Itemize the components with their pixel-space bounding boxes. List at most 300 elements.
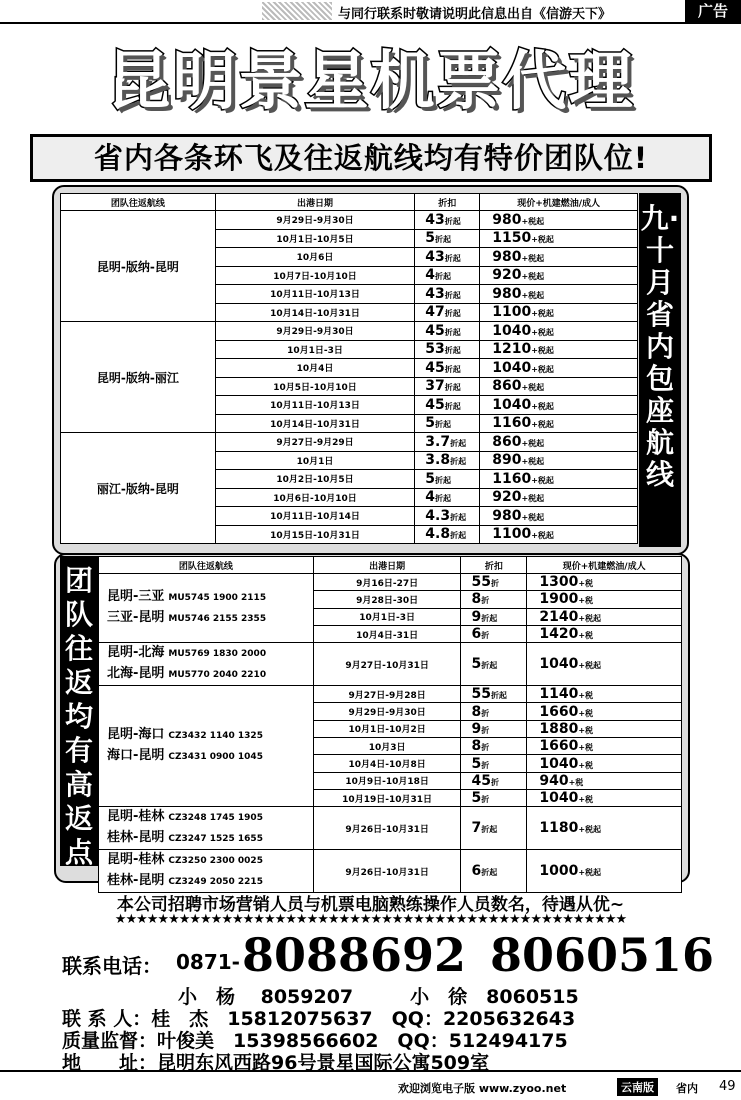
- col-header: 出港日期: [215, 194, 415, 211]
- discount-cell-value: 43: [425, 285, 445, 302]
- discount-cell: [415, 396, 480, 415]
- price-cell: [480, 488, 638, 507]
- price-cell-value: 980: [492, 248, 522, 265]
- price-cell-value: 1180: [539, 820, 579, 837]
- phone-number-1: 8088692: [242, 928, 467, 982]
- date-cell: 10月14日-10月31日: [215, 414, 415, 433]
- price-cell: [527, 591, 682, 608]
- discount-cell-unit: 折起: [435, 475, 452, 485]
- date-cell: 9月28日-30日: [313, 591, 461, 608]
- table-row: [99, 686, 682, 703]
- price-cell-value: 1000: [539, 863, 579, 880]
- route-name: 桂林-昆明: [107, 873, 165, 889]
- route-line: [107, 587, 313, 608]
- price-cell-value: 2140: [539, 608, 579, 625]
- route-cell: 昆明-版纳-丽江: [61, 322, 216, 433]
- route-line: [107, 608, 313, 629]
- date-cell: 9月27日-10月31日: [313, 643, 461, 686]
- price-cell: [480, 507, 638, 526]
- route-line: [107, 850, 313, 871]
- route-name: 海口-昆明: [107, 748, 165, 764]
- price-cell: [480, 359, 638, 378]
- route-name: 昆明-海口: [107, 727, 165, 743]
- price-cell-unit: +税起: [531, 346, 554, 356]
- discount-cell-unit: 折起: [435, 420, 452, 430]
- discount-cell: [415, 433, 480, 452]
- date-cell: 10月9日-10月18日: [313, 772, 461, 789]
- price-cell: [480, 340, 638, 359]
- date-cell: 9月16日-27日: [313, 574, 461, 591]
- price-cell-unit: +税起: [531, 401, 554, 411]
- date-cell: 10月1日-3日: [313, 608, 461, 625]
- price-cell-unit: +税起: [521, 253, 545, 263]
- price-cell-value: 860: [492, 378, 522, 395]
- price-cell-value: 980: [492, 507, 522, 524]
- discount-cell: [461, 686, 527, 703]
- date-cell: 10月1日: [215, 451, 415, 470]
- footer-section: 省内: [676, 1082, 698, 1095]
- date-cell: 9月27日-9月28日: [313, 686, 461, 703]
- discount-cell: [415, 377, 480, 396]
- price-cell-value: 920: [492, 267, 522, 284]
- discount-cell-unit: 折: [490, 777, 499, 787]
- discount-cell-value: 5: [471, 790, 482, 807]
- vertical-label-domestic: 九·十月省内包座航线: [639, 193, 681, 547]
- date-cell: 10月4日-10月8日: [313, 755, 461, 772]
- price-cell-unit: +税起: [578, 661, 602, 671]
- price-cell-value: 1040: [539, 790, 579, 807]
- col-header: 出港日期: [313, 557, 461, 574]
- discount-cell-value: 6: [471, 626, 482, 643]
- price-cell: [527, 738, 682, 755]
- flight-info: CZ3248 1745 1905: [168, 813, 263, 824]
- discount-cell-unit: 折起: [481, 613, 498, 623]
- price-cell-value: 1100: [492, 304, 532, 321]
- col-header: 现价+机建燃油/成人: [480, 194, 638, 211]
- price-cell-unit: +税起: [521, 290, 545, 300]
- discount-cell: [415, 266, 480, 285]
- date-cell: 10月7日-10月10日: [215, 266, 415, 285]
- discount-cell-unit: 折: [481, 760, 490, 770]
- discount-cell-value: 8: [471, 703, 482, 720]
- price-cell: [527, 703, 682, 720]
- price-cell-value: 1040: [492, 359, 532, 376]
- route-line: [107, 725, 313, 746]
- discount-cell-value: 3.7: [425, 433, 451, 450]
- discount-cell: [461, 703, 527, 720]
- route-cell: [99, 850, 314, 893]
- discount-cell-unit: 折: [481, 596, 490, 606]
- flight-info: CZ3431 0900 1045: [168, 752, 263, 763]
- discount-cell: [461, 608, 527, 625]
- price-cell-unit: +税: [578, 691, 594, 701]
- route-cell: 昆明-版纳-昆明: [61, 211, 216, 322]
- price-cell-value: 890: [492, 452, 522, 469]
- price-cell-unit: +税: [578, 795, 594, 805]
- discount-cell-unit: 折起: [444, 383, 461, 393]
- discount-cell-value: 4: [425, 267, 436, 284]
- col-header: 团队往返航线: [99, 557, 314, 574]
- price-cell-unit: +税起: [521, 457, 545, 467]
- area-code: 0871-: [176, 950, 240, 974]
- price-cell-value: 1100: [492, 526, 532, 543]
- route-line: [107, 807, 313, 828]
- page-title: 昆明景星机票代理: [106, 44, 635, 119]
- date-cell: 10月11日-10月14日: [215, 507, 415, 526]
- discount-cell: [461, 574, 527, 591]
- phone-label: 联系电话：: [62, 954, 162, 978]
- discount-cell-unit: 折起: [435, 494, 452, 504]
- price-cell-unit: +税起: [531, 475, 554, 485]
- price-cell: [527, 720, 682, 737]
- discount-cell-value: 43: [425, 211, 445, 228]
- discount-cell-value: 7: [471, 820, 482, 837]
- date-cell: 10月11日-10月13日: [215, 285, 415, 304]
- route-name: 昆明-桂林: [107, 852, 165, 868]
- discount-cell-value: 47: [425, 304, 445, 321]
- date-cell: 9月26日-10月31日: [313, 850, 461, 893]
- price-cell: [480, 211, 638, 230]
- route-line: [107, 746, 313, 767]
- price-cell-value: 1210: [492, 341, 532, 358]
- route-cell: [99, 807, 314, 850]
- price-cell-unit: +税起: [531, 309, 554, 319]
- discount-cell-value: 5: [471, 656, 482, 673]
- price-cell-unit: +税起: [531, 420, 554, 430]
- discount-cell: [461, 807, 527, 850]
- flight-info: CZ3432 1140 1325: [168, 731, 263, 742]
- discount-cell-unit: 折起: [444, 327, 461, 337]
- contact-line: 小 杨 8059207 小 徐 8060515: [178, 986, 579, 1008]
- page-number: 49: [719, 1079, 736, 1094]
- route-cell: [99, 574, 314, 643]
- return-table: [98, 556, 682, 893]
- price-cell: [480, 414, 638, 433]
- date-cell: 9月29日-9月30日: [215, 211, 415, 230]
- date-cell: 10月1日-3日: [215, 340, 415, 359]
- date-cell: 9月29日-9月30日: [215, 322, 415, 341]
- dot-pattern: [262, 2, 332, 20]
- discount-cell: [415, 525, 480, 544]
- discount-cell: [461, 720, 527, 737]
- price-cell-value: 860: [492, 433, 522, 450]
- price-cell: [480, 525, 638, 544]
- table-row: [99, 643, 682, 686]
- price-cell-unit: +税: [578, 579, 594, 589]
- col-header: 折扣: [415, 194, 480, 211]
- date-cell: 10月11日-10月13日: [215, 396, 415, 415]
- discount-cell-unit: 折起: [444, 290, 461, 300]
- discount-cell-value: 4.8: [425, 526, 451, 543]
- route-name: 桂林-昆明: [107, 830, 165, 846]
- domestic-table: [60, 193, 638, 544]
- footer: [0, 1070, 741, 1100]
- price-cell-value: 1420: [539, 626, 579, 643]
- price-cell-value: 1140: [539, 686, 579, 703]
- discount-cell-unit: 折: [481, 708, 490, 718]
- date-cell: 10月15日-10月31日: [215, 525, 415, 544]
- discount-cell: [415, 488, 480, 507]
- flight-info: CZ3250 2300 0025: [168, 856, 263, 867]
- price-cell-unit: +税起: [521, 512, 545, 522]
- date-cell: 10月6日: [215, 248, 415, 267]
- discount-cell: [461, 738, 527, 755]
- discount-cell-value: 37: [425, 378, 445, 395]
- table-row: [99, 807, 682, 850]
- price-cell: [480, 396, 638, 415]
- discount-cell: [415, 229, 480, 248]
- price-cell-unit: +税: [578, 708, 594, 718]
- col-header: 折扣: [461, 557, 527, 574]
- discount-cell-unit: 折起: [450, 438, 467, 448]
- star-divider: ★★★★★★★★★★★★★★★★★★★★★★★★★★★★★★★★★★★★★★★★★★★★★★★★: [114, 912, 627, 927]
- discount-cell-unit: 折: [481, 631, 490, 641]
- date-cell: 10月6日-10月10日: [215, 488, 415, 507]
- flight-info: CZ3247 1525 1655: [168, 834, 263, 845]
- price-cell-unit: +税起: [521, 272, 545, 282]
- discount-cell-unit: 折起: [444, 364, 461, 374]
- route-name: 三亚-昆明: [107, 610, 165, 626]
- price-cell: [480, 377, 638, 396]
- flight-info: CZ3249 2050 2215: [168, 877, 263, 888]
- discount-cell: [415, 285, 480, 304]
- date-cell: 9月26日-10月31日: [313, 807, 461, 850]
- recruit-notice: 本公司招聘市场营销人员与机票电脑熟练操作人员数名，待遇从优~: [116, 895, 625, 915]
- date-cell: 10月4日: [215, 359, 415, 378]
- table-row: [61, 322, 638, 341]
- route-cell: [99, 686, 314, 807]
- price-cell: [527, 850, 682, 893]
- discount-cell-value: 53: [425, 341, 445, 358]
- table-row: [61, 433, 638, 452]
- discount-cell: [461, 755, 527, 772]
- price-cell-value: 1040: [492, 396, 532, 413]
- discount-cell: [415, 340, 480, 359]
- price-cell: [480, 322, 638, 341]
- col-header: 团队往返航线: [61, 194, 216, 211]
- price-cell-value: 1300: [539, 574, 579, 591]
- discount-cell-value: 8: [471, 738, 482, 755]
- discount-cell: [415, 359, 480, 378]
- price-cell: [480, 451, 638, 470]
- divider: [0, 22, 741, 24]
- discount-cell: [415, 470, 480, 489]
- discount-cell-unit: 折: [481, 743, 490, 753]
- date-cell: 10月4日-31日: [313, 625, 461, 642]
- footer-site: 欢迎浏览电子版 www.zyoo.net: [398, 1082, 567, 1095]
- discount-cell-unit: 折起: [490, 691, 507, 701]
- discount-cell-value: 55: [471, 574, 491, 591]
- discount-cell-unit: 折起: [481, 825, 498, 835]
- discount-cell-value: 5: [425, 415, 436, 432]
- discount-cell: [461, 789, 527, 806]
- discount-cell-unit: 折起: [444, 346, 461, 356]
- date-cell: 10月1日-10月5日: [215, 229, 415, 248]
- price-cell-unit: +税: [578, 743, 594, 753]
- price-cell: [527, 755, 682, 772]
- price-cell: [527, 686, 682, 703]
- discount-cell: [415, 451, 480, 470]
- discount-cell-value: 45: [425, 322, 445, 339]
- discount-cell-unit: 折: [490, 579, 499, 589]
- price-cell-value: 920: [492, 489, 522, 506]
- table-row: [99, 574, 682, 591]
- discount-cell: [461, 772, 527, 789]
- price-cell-value: 940: [539, 772, 569, 789]
- price-cell-value: 1160: [492, 415, 532, 432]
- discount-cell-value: 43: [425, 248, 445, 265]
- flight-info: MU5746 2155 2355: [168, 614, 267, 625]
- price-cell-unit: +税: [578, 596, 594, 606]
- flight-info: MU5769 1830 2000: [168, 649, 267, 660]
- date-cell: 9月27日-9月29日: [215, 433, 415, 452]
- price-cell: [480, 229, 638, 248]
- discount-cell-unit: 折起: [435, 272, 452, 282]
- discount-cell-value: 5: [471, 755, 482, 772]
- price-cell-unit: +税起: [531, 364, 554, 374]
- discount-cell-unit: 折起: [481, 661, 498, 671]
- price-cell-unit: +税: [578, 631, 594, 641]
- price-cell-unit: +税: [578, 725, 594, 735]
- phone-number-2: 8060516: [490, 928, 715, 982]
- date-cell: 10月1日-10月2日: [313, 720, 461, 737]
- price-cell: [527, 789, 682, 806]
- route-line: [107, 828, 313, 849]
- price-cell-unit: +税起: [531, 235, 554, 245]
- price-cell-value: 1900: [539, 591, 579, 608]
- price-cell-value: 1040: [492, 322, 532, 339]
- price-cell-unit: +税: [578, 760, 594, 770]
- discount-cell-value: 5: [425, 470, 436, 487]
- discount-cell: [415, 303, 480, 322]
- header-notice: 与同行联系时敬请说明此信息出自《信游天下》: [338, 7, 612, 22]
- date-cell: 10月2日-10月5日: [215, 470, 415, 489]
- price-cell-value: 1160: [492, 470, 532, 487]
- col-header: 现价+机建燃油/成人: [527, 557, 682, 574]
- discount-cell-unit: 折起: [450, 512, 467, 522]
- price-cell: [480, 433, 638, 452]
- subtitle-banner: 省内各条环飞及往返航线均有特价团队位!: [30, 134, 712, 182]
- discount-cell: [415, 248, 480, 267]
- ad-tag: 广告: [685, 0, 741, 22]
- discount-cell-value: 45: [425, 359, 445, 376]
- price-cell-value: 980: [492, 285, 522, 302]
- discount-cell: [415, 211, 480, 230]
- table-row: [61, 211, 638, 230]
- discount-cell-unit: 折起: [435, 235, 452, 245]
- discount-cell-unit: 折起: [444, 309, 461, 319]
- price-cell-unit: +税起: [521, 438, 545, 448]
- top-bar: [0, 0, 741, 22]
- footer-logo: 云南版: [617, 1078, 658, 1096]
- price-cell-value: 1040: [539, 656, 579, 673]
- date-cell: 10月3日: [313, 738, 461, 755]
- price-cell: [527, 643, 682, 686]
- flight-info: MU5770 2040 2210: [168, 670, 267, 681]
- discount-cell: [461, 850, 527, 893]
- address: 地 址：昆明东风西路96号景星国际公寓509室: [62, 1052, 490, 1074]
- date-cell: 10月5日-10月10日: [215, 377, 415, 396]
- discount-cell-value: 9: [471, 720, 482, 737]
- route-line: [107, 664, 313, 685]
- price-cell-value: 1880: [539, 720, 579, 737]
- discount-cell-unit: 折起: [450, 531, 467, 541]
- discount-cell-value: 8: [471, 591, 482, 608]
- route-name: 昆明-三亚: [107, 589, 165, 605]
- price-cell: [480, 470, 638, 489]
- discount-cell-value: 4: [425, 489, 436, 506]
- route-name: 北海-昆明: [107, 666, 165, 682]
- route-name: 昆明-北海: [107, 645, 165, 661]
- price-cell-value: 1660: [539, 703, 579, 720]
- discount-cell: [415, 507, 480, 526]
- discount-cell: [461, 625, 527, 642]
- discount-cell-value: 4.3: [425, 507, 451, 524]
- price-cell: [527, 625, 682, 642]
- discount-cell-unit: 折: [481, 725, 490, 735]
- date-cell: 10月14日-10月31日: [215, 303, 415, 322]
- price-cell-unit: +税起: [531, 531, 554, 541]
- discount-cell-value: 55: [471, 686, 491, 703]
- discount-cell-unit: 折起: [450, 457, 467, 467]
- price-cell: [527, 608, 682, 625]
- price-cell-unit: +税起: [531, 327, 554, 337]
- price-cell-value: 1040: [539, 755, 579, 772]
- price-cell-unit: +税起: [578, 825, 602, 835]
- route-cell: 丽江-版纳-昆明: [61, 433, 216, 544]
- route-name: 昆明-桂林: [107, 809, 165, 825]
- price-cell-unit: +税起: [521, 216, 545, 226]
- discount-cell-unit: 折起: [444, 253, 461, 263]
- price-cell-unit: +税起: [521, 383, 545, 393]
- quality-supervisor: 质量监督：叶俊美 15398566602 QQ：512494175: [62, 1030, 568, 1052]
- discount-cell-value: 6: [471, 863, 482, 880]
- price-cell-value: 1660: [539, 738, 579, 755]
- discount-cell-unit: 折起: [444, 216, 461, 226]
- discount-cell: [415, 322, 480, 341]
- price-cell: [527, 772, 682, 789]
- price-cell-unit: +税起: [521, 494, 545, 504]
- vertical-label-returns: 团队往返均有高返点: [60, 556, 98, 866]
- price-cell-value: 980: [492, 211, 522, 228]
- price-cell-value: 1150: [492, 230, 532, 247]
- discount-cell-unit: 折起: [481, 868, 498, 878]
- discount-cell-value: 5: [425, 230, 436, 247]
- price-cell-unit: +税起: [578, 613, 602, 623]
- discount-cell-unit: 折起: [444, 401, 461, 411]
- route-line: [107, 643, 313, 664]
- table-row: [99, 850, 682, 893]
- date-cell: 10月19日-10月31日: [313, 789, 461, 806]
- price-cell-unit: +税: [568, 777, 584, 787]
- price-cell: [480, 285, 638, 304]
- price-cell-unit: +税起: [578, 868, 602, 878]
- discount-cell-unit: 折: [481, 795, 490, 805]
- discount-cell-value: 9: [471, 608, 482, 625]
- discount-cell-value: 3.8: [425, 452, 451, 469]
- discount-cell: [415, 414, 480, 433]
- date-cell: 9月29日-9月30日: [313, 703, 461, 720]
- price-cell: [480, 248, 638, 267]
- contact-person: 联 系 人：桂 杰 15812075637 QQ：2205632643: [62, 1008, 576, 1030]
- discount-cell: [461, 643, 527, 686]
- discount-cell-value: 45: [425, 396, 445, 413]
- route-cell: [99, 643, 314, 686]
- discount-cell: [461, 591, 527, 608]
- price-cell: [527, 574, 682, 591]
- price-cell: [480, 266, 638, 285]
- flight-info: MU5745 1900 2115: [168, 593, 267, 604]
